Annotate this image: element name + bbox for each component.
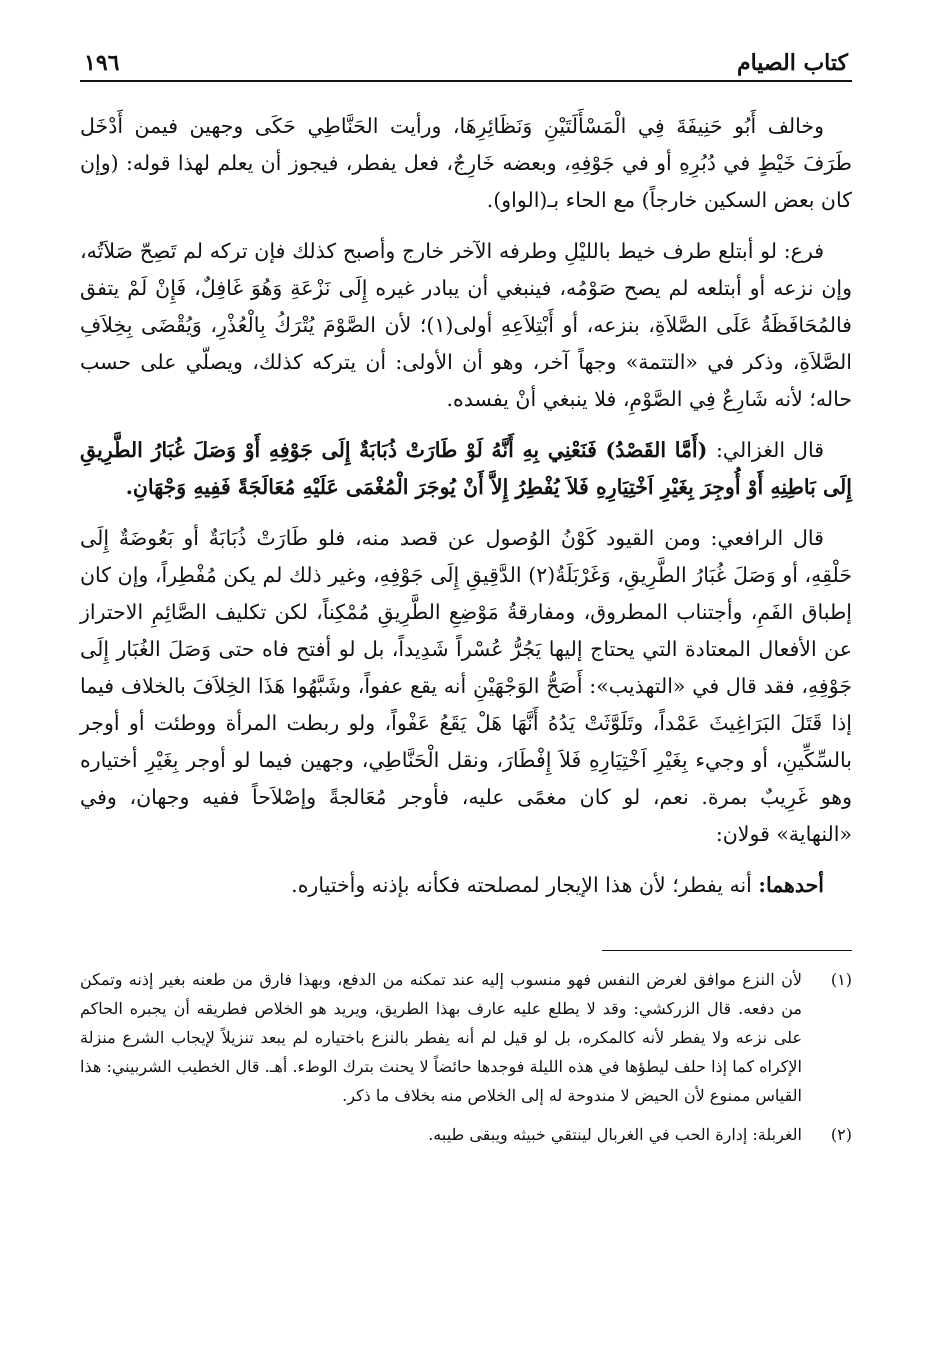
main-text — [80, 108, 852, 904]
paragraph-5-text: أنه يفطر؛ لأن هذا الإيجار لمصلحته فكأنه بإذنه وأختياره. — [291, 873, 752, 897]
paragraph-5 — [80, 867, 852, 904]
page-number: ١٩٦ — [84, 50, 120, 76]
book-page — [80, 38, 852, 1159]
paragraph-4-lead: قال الرافعي: — [710, 526, 824, 550]
paragraph-1-text: وخالف أَبُو حَنِيفَةَ فِي الْمَسْأَلَتَيْنِ وَنَظَائِرِهَا، ورأيت الحَنَّاطِي حَكَى وجهين فيمن أَدْخَل طَرَفَ خَيْطٍ في دُبُرِهِ أو في جَوْفِهِ، وبعضه خَارِجٌ، فعل يفطر، فيجوز أن يعلم لهذا قوله: (وإن كان بعض السكين خارجاً) مع الحاء بـ(الواو). — [80, 114, 852, 212]
footnote-1-number: (١) — [830, 970, 852, 989]
paragraph-4-text: ومن القيود كَوْنُ الوُصول عن قصد منه، فلو طَارَتْ ذُبَابَةٌ أو بَعُوضَةٌ إِلَى حَلْقِهِ، أو وَصَلَ غُبَارُ الطَّرِيقِ، وَغَرْبَلَةُ(٢) الدَّقِيقِ إِلَى جَوْفِهِ، وغير ذلك لم يكن مُفْطِراً، وإن كان إطباق الفَمِ، وأجتناب المطروق، ومفارقةُ مَوْضِعِ الطَّرِيقِ مُمْكِناً، لكن تكليف الصَّائِمِ الاحتراز عن الأفعال المعتادة التي يحتاج إليها يَجُرُّ عُسْراً شَدِيداً، بل لو أفتح فاه حتى وَصَلَ الغُبَار إِلَى جَوْفِهِ، فقد قال في «التهذيب»: أَصَحُّ الوَجْهَيْنِ أنه يقع عفواً، وشَبَّهُوا هَذَا الخِلاَفَ بالخلاف فيما إذا قَتَلَ البَرَاغِيثَ عَمْداً، وتَلَوَّثَتْ يَدُهُ أَنَّهَا هَلْ يَقَعُ عَفْواً، ولو ربطت المرأة ووطئت أو أوجر بالسِّكِّينِ، أو وجيء بِغَيْرِ اَخْتِيَارِهِ فَلاَ إِفْطَارَ، ونقل الْحَنَّاطِي، وجهين فيما لو أوجر بِغَيْرِ أختياره وهو غَرِيبٌ بمرة. نعم، لو كان مغمًى عليه، فأوجر مُعَالجةً وإصْلاَحاً ففيه وجهان، وفي «النهاية» قولان: — [80, 526, 852, 846]
paragraph-4 — [80, 520, 852, 853]
paragraph-3-text: (أَمَّا القَصْدُ) فَنَعْنِي بِهِ أَنَّهُ لَوْ طَارَتْ ذُبَابَةٌ إِلَى جَوْفِهِ أَوْ وَصَلَ غُبَارُ الطَّرِيقِ إِلَى بَاطِنِهِ أَوْ أُوجِرَ بِغَيْرِ اَخْتِيَارِهِ فَلاَ يُفْطِرُ إِلاَّ أَنْ يُوجَرَ الْمُغْمَى عَلَيْهِ مُعَالَجَةً فَفِيهِ وَجْهَانِ. — [80, 438, 852, 499]
footnotes — [80, 965, 852, 1149]
paragraph-2 — [80, 233, 852, 418]
running-header — [80, 38, 852, 82]
footnote-1 — [80, 965, 852, 1110]
paragraph-5-lead: أحدهما: — [758, 873, 824, 897]
footnote-1-text: لأن النزع موافق لغرض النفس فهو منسوب إليه عند تمكنه من الدفع، وبهذا فارق من طعنه بغير إذنه وتمكن من دفعه. قال الزركشي: وقد لا يطلع عليه عارف بهذا الطريق، ويريد هو الخلاص فطريقه أن يجبره الحاكم على نزعه ولا يفطر لأنه كالمكره، بل لو قيل لم أنه يفطر بالنزع باختياره لم يبعد تنزيلاً لإيجاب الشرع منزلة الإكراه كما إذا حلف ليطؤها في هذه الليلة فوجدها حائضاً لا يحنث بترك الوطء. أهـ. قال الخطيب الشربيني: هذا القياس ممنوع لأن الحيض لا مندوحة له إلى الخلاص منه بخلاف ما ذكر. — [80, 970, 802, 1105]
paragraph-3 — [80, 432, 852, 506]
footnote-2-number: (٢) — [830, 1125, 852, 1144]
paragraph-2-text: فرع: لو أبتلع طرف خيط بالليْلِ وطرفه الآخر خارج وأصبح كذلك فإن تركه لم تَصِحّ صَلاَتُه، وإن نزعه أو أبتلعه لم يصح صَوْمُه، فينبغي أن يبادر غيره إِلَى نَزْعَةِ وَهُوَ غَافِلٌ، فَإِنْ لَمْ يتفق فالمُحَافَظَةُ عَلَى الصَّلاَةِ، بنزعه، أو أَبْتِلاَعِهِ أولى(١)؛ لأن الصَّوْمَ يُتْرَكُ بِالْعُذْرِ، وَيُقْضَى بِخِلاَفِ الصَّلاَةِ، وذكر في «التتمة» وجهاً آخر، وهو أن الأولى: أن يتركه كذلك، ويصلّي على حسب حاله؛ لأنه شَارِعٌ فِي الصَّوْمِ، فلا ينبغي أنْ يفسده. — [80, 239, 852, 411]
footnote-2-text: الغربلة: إدارة الحب في الغربال لينتقي خبيثه ويبقى طيبه. — [428, 1125, 802, 1144]
running-title: كتاب الصيام — [736, 50, 848, 76]
paragraph-3-lead: قال الغزالي: — [715, 438, 824, 462]
paragraph-1 — [80, 108, 852, 219]
footnote-divider — [602, 950, 852, 951]
footnote-2 — [80, 1120, 852, 1149]
